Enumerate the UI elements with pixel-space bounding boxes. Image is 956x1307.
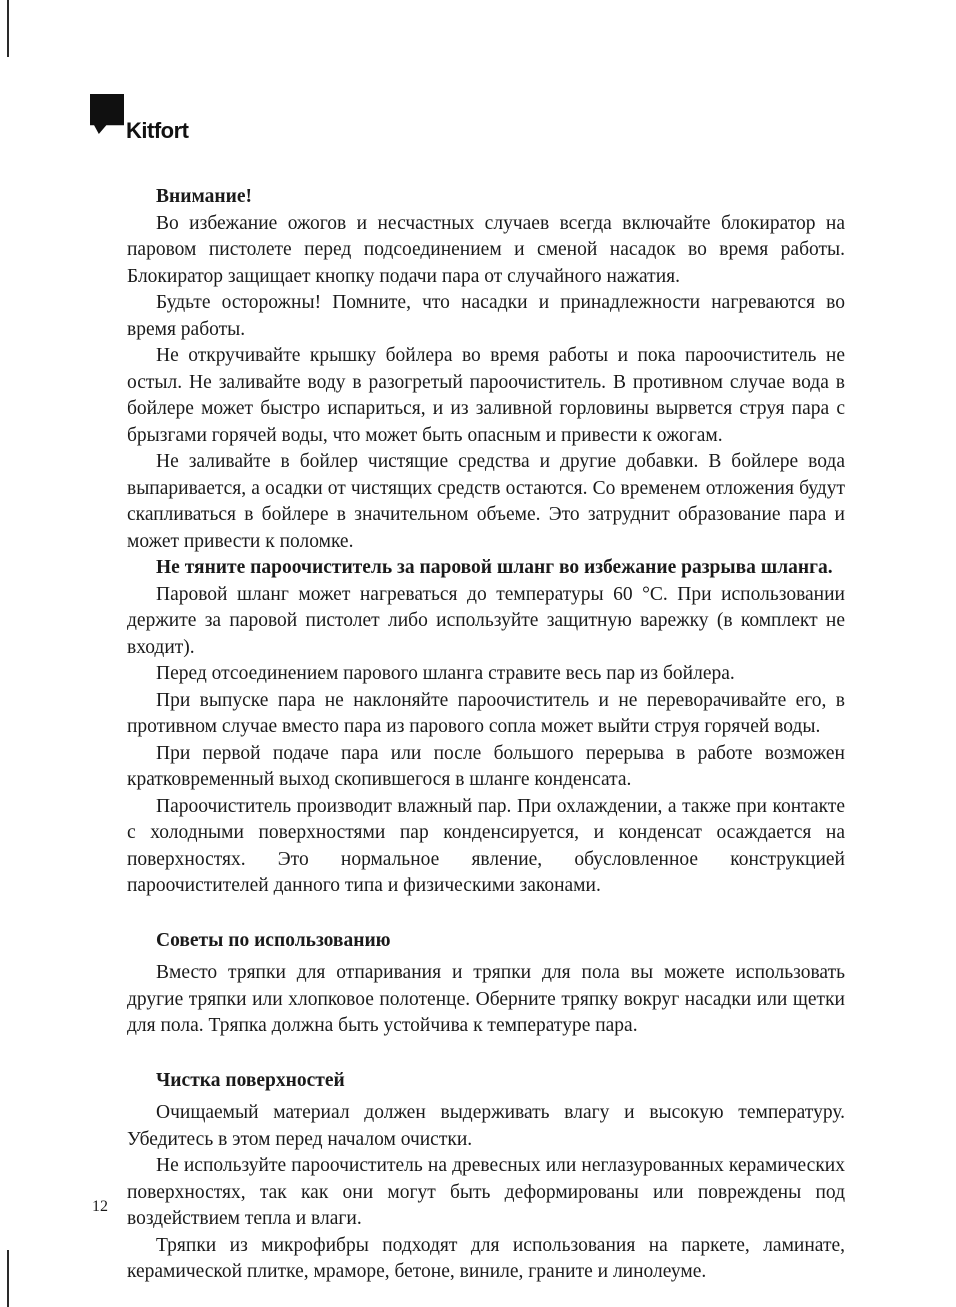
page-edge-mark-top <box>7 0 9 57</box>
paragraph: Во избежание ожогов и несчастных случаев всегда включайте блокиратор на паровом пистолете перед подсоединением и сменой насадок во время работы. Блокиратор защищает кнопку подачи пара от случайного нажатия. <box>127 212 845 287</box>
brand-logo <box>90 94 230 146</box>
page-number: 12 <box>92 1198 108 1215</box>
paragraph: Не заливайте в бойлер чистящие средства и другие добавки. В бойлере вода выпаривается, а осадки от чистящих средств остаются. Со временем отложения будут скапливаться в бойлере в значительном объеме. Это затруднит образование пара и может привести к поломке. <box>127 451 845 552</box>
page-edge-mark-bottom <box>7 1250 9 1307</box>
paragraph: Тряпки из микрофибры подходят для использования на паркете, ламинате, керамической плитке, мраморе, бетоне, виниле, граните и линолеуме. <box>127 1234 845 1282</box>
section-heading: Внимание! <box>156 186 252 207</box>
paragraph: Паровой шланг может нагреваться до температуры 60 °C. При использовании держите за паровой пистолет либо используйте защитную варежку (в комплект не входит). <box>127 583 845 658</box>
paragraph: Не откручивайте крышку бойлера во время работы и пока пароочиститель не остыл. Не заливайте воду в разогретый пароочиститель. В противном случае вода в бойлере может быстро испариться, и из заливной горловины вырвется струя пара с брызгами горячей воды, что может быть опасным и привести к ожогам. <box>127 345 845 446</box>
paragraph: При выпуске пара не наклоняйте пароочиститель и не переворачивайте его, в противном случае вместо пара из парового сопла может выйти струя горячей воды. <box>127 689 845 737</box>
section-heading: Советы по использованию <box>156 929 391 951</box>
paragraph: Вместо тряпки для отпаривания и тряпки для пола вы можете использовать другие тряпки или хлопковое полотенце. Оберните тряпку вокруг насадки или щетки для пола. Тряпка должна быть устойчива к температуре пара. <box>127 962 845 1036</box>
paragraph: Очищаемый материал должен выдерживать влагу и высокую температуру. Убедитесь в этом перед началом очистки. <box>127 1102 845 1150</box>
paragraph: Перед отсоединением парового шланга стравите весь пар из бойлера. <box>156 663 735 684</box>
brand-wordmark: Kitfort <box>126 118 189 143</box>
page-content <box>127 184 845 1286</box>
section-heading: Чистка поверхностей <box>156 1069 345 1091</box>
bold-paragraph: Не тяните пароочиститель за паровой шланг во избежание разрыва шланга. <box>156 557 833 578</box>
paragraph: Пароочиститель производит влажный пар. При охлаждении, а также при контакте с холодными поверхностями пар конденсируется, и конденсат осаждается на поверхностях. Это нормальное явление, обусловленное конструкцией пароочистителей данного типа и физическими законами. <box>127 795 845 896</box>
paragraph: Не используйте пароочиститель на древесных или неглазурованных керамических поверхностях, так как они могут быть деформированы или повреждены под воздействием тепла и влаги. <box>127 1155 845 1229</box>
kitfort-logo-icon <box>90 94 124 134</box>
paragraph: Будьте осторожны! Помните, что насадки и принадлежности нагреваются во время работы. <box>127 292 845 340</box>
paragraph: При первой подаче пара или после большого перерыва в работе возможен кратковременный выход скопившегося в шланге конденсата. <box>127 742 845 790</box>
